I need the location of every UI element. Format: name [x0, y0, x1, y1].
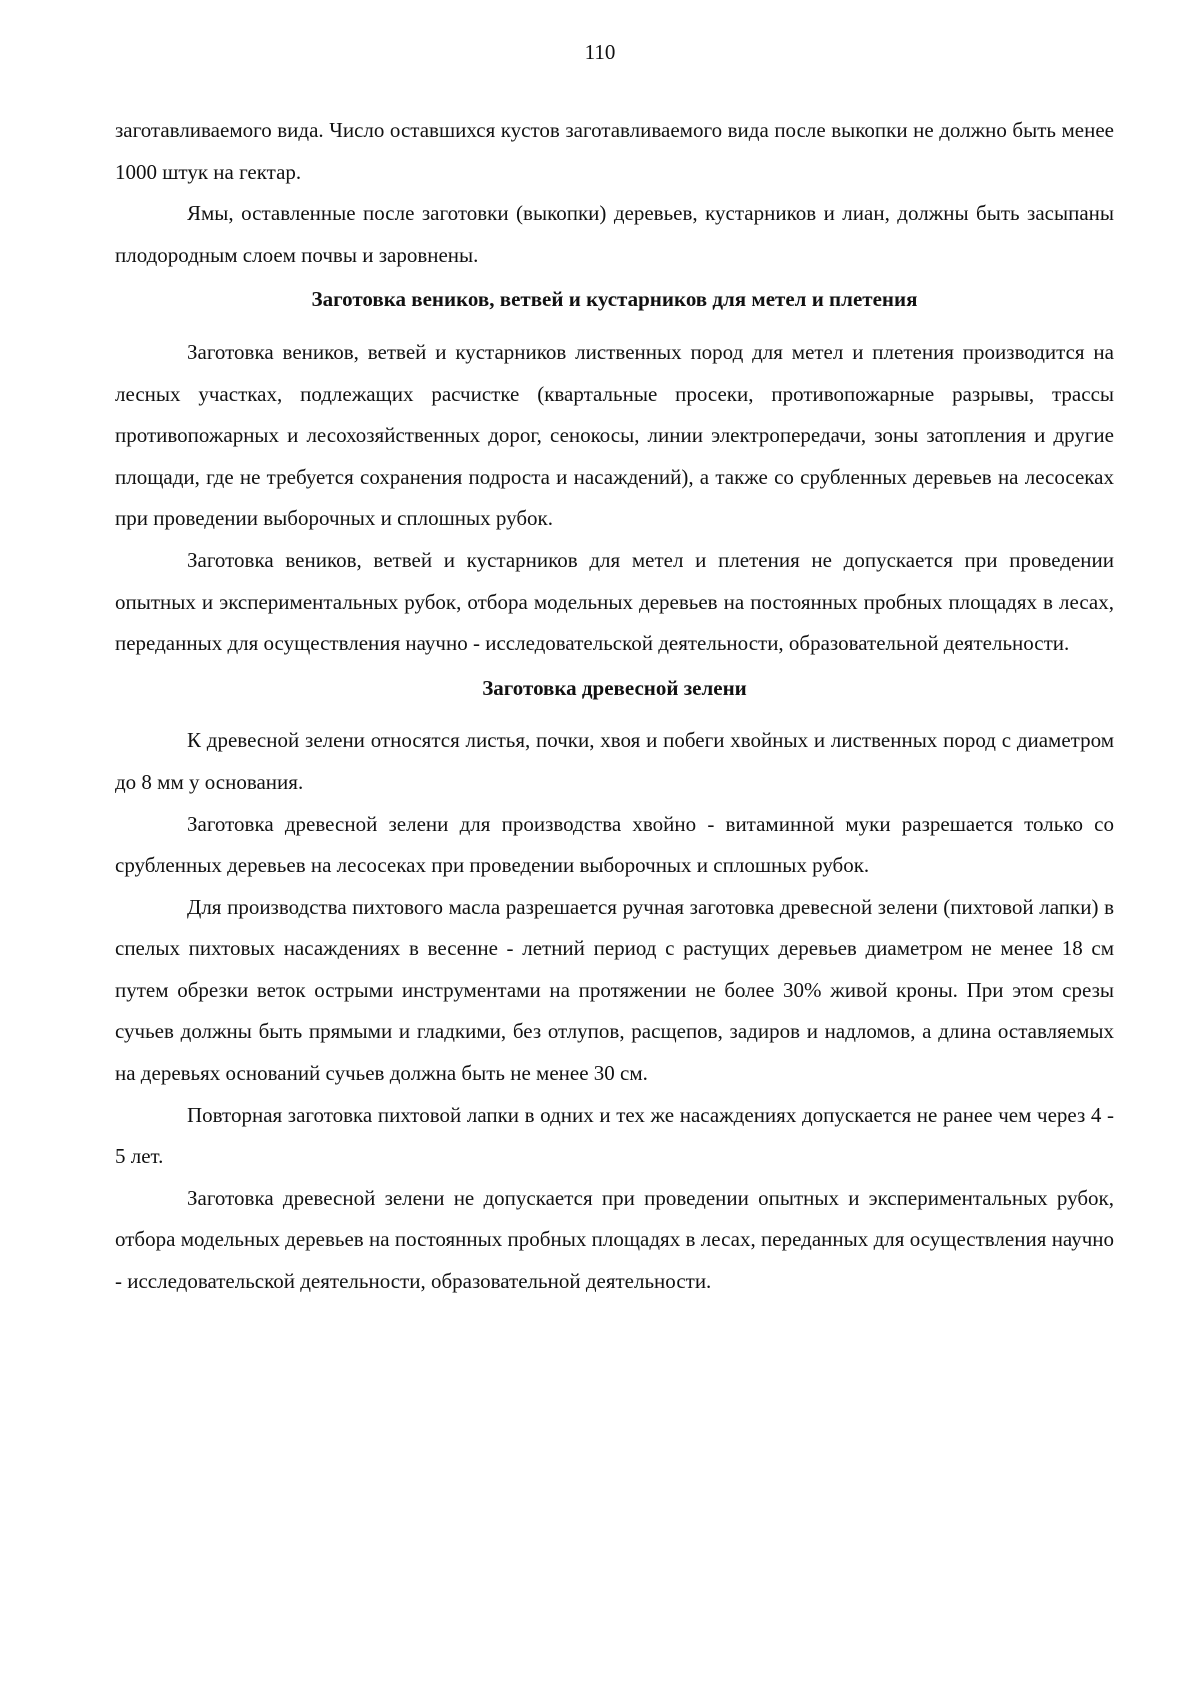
paragraph: Для производства пихтового масла разрешается ручная заготовка древесной зелени (пихтовой лапки) в спелых пихтовых насаждениях в весенне - летний период с растущих деревьев диаметром не менее 18 см путем обрезки веток острыми инструментами на протяжении не более 30% живой кроны. При этом срезы сучьев должны быть прямыми и гладкими, без отлупов, расщепов, задиров и надломов, а длина оставляемых на деревьях оснований сучьев должна быть не менее 30 см. — [115, 894, 1114, 1086]
section-heading: Заготовка древесной зелени — [482, 675, 747, 700]
paragraph: Ямы, оставленные после заготовки (выкопки) деревьев, кустарников и лиан, должны быть засыпаны плодородным слоем почвы и заровнены. — [115, 201, 1114, 267]
document-body — [115, 110, 1114, 1303]
paragraph: Заготовка веников, ветвей и кустарников для метел и плетения не допускается при проведении опытных и экспериментальных рубок, отбора модельных деревьев на постоянных пробных площадях в лесах, переданных для осуществления научно - исследовательской деятельности, образовательной деятельности. — [115, 547, 1114, 656]
paragraph: К древесной зелени относятся листья, почки, хвоя и побеги хвойных и лиственных пород с диаметром до 8 мм у основания. — [115, 728, 1114, 794]
page-number: 110 — [584, 40, 616, 64]
paragraph: Повторная заготовка пихтовой лапки в одних и тех же насаждениях допускается не ранее чем через 4 - 5 лет. — [115, 1102, 1114, 1169]
paragraph: заготавливаемого вида. Число оставшихся кустов заготавливаемого вида после выкопки не должно быть менее 1000 штук на гектар. — [115, 118, 1114, 184]
section-heading: Заготовка веников, ветвей и кустарников для метел и плетения — [311, 287, 918, 312]
paragraph: Заготовка веников, ветвей и кустарников лиственных пород для метел и плетения производится на лесных участках, подлежащих расчистке (квартальные просеки, противопожарные разрывы, трассы противопожарных и лесохозяйственных дорог, сенокосы, линии электропередачи, зоны затопления и другие площади, где не требуется сохранения подроста и насаждений), а также со срубленных деревьев на лесосеках при проведении выборочных и сплошных рубок. — [115, 339, 1114, 531]
paragraph: Заготовка древесной зелени для производства хвойно - витаминной муки разрешается только со срубленных деревьев на лесосеках при проведении выборочных и сплошных рубок. — [115, 811, 1114, 878]
paragraph: Заготовка древесной зелени не допускается при проведении опытных и экспериментальных рубок, отбора модельных деревьев на постоянных пробных площадях в лесах, переданных для осуществления научно - исследовательской деятельности, образовательной деятельности. — [115, 1185, 1114, 1294]
